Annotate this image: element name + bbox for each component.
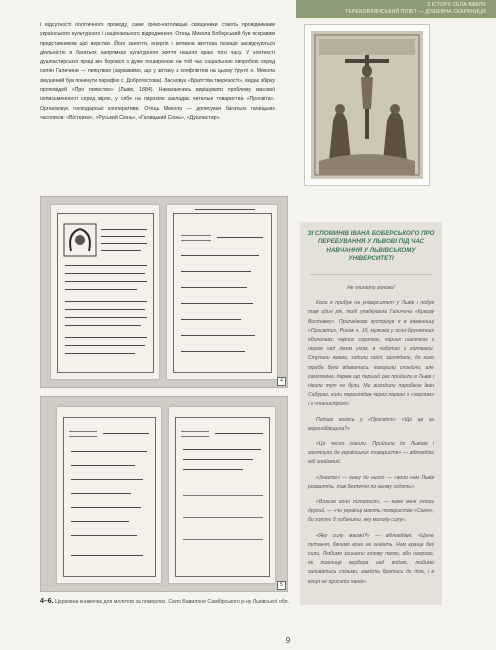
sidebar-paragraph: Питаю когось у «Просвіті»: «Що це за воронобівщина?» (308, 416, 434, 432)
sidebar-paragraph: «Знаєте» — кажу до нього — «вони нам Львів розвалять, так безпечно по ньому ходять». (308, 474, 434, 490)
icon-image (311, 31, 423, 179)
caption-text: Церковна книжечка для молитов за померлих. Село Вавилоне Самбірського р-ну Львівської обл. (55, 599, 289, 605)
sidebar-paragraph: «Це чесно соколи. Прийшли до Львова і заглянули до українських товариств» — відповідає мій знайомий. (308, 441, 434, 466)
sidebar-paragraph: «Яку силу маємо?» — відповідаю. «Ціхне питання, бачимо вони не знають. Нам краще без сили. Любимо згинати голову палко, або напрово, як пшениця вербера над водою, любимо заливатись слізьми, замість братись до діла, і в кінця не просити панів». (308, 532, 434, 585)
booklet-left-page (51, 205, 159, 379)
figure-badge-4: 4 (277, 377, 286, 386)
body-text: і відсутності політичного проводу, саме греко-католицькі священики стають провідниками українського культурного і національного відродження. Отець Микола Боберський був яскравим представником цієї верстви. Його заняття, енергія і активна життєва позиція засвідчуються діяльністю в багатьох напрямках культурного життя нашого краю того часу. У контексті душпастирської праці він боровся з дуже поширеною на той час соціальною хворобою серед селян Галичини — пияцтвом (зауважимо, що у зв'язку з конфліктом на цьому ґрунті о. Микола змушений був покинути парафію с. Доброгостова). Засновує «Братства тверезості», видає збірку проповідей «Про пиянство» (Львів, 1884). Намагаючись вирішувати проблему масової неписьменності серед вірян, у себе на парохіях закладає читальні товариства «Просвіта». Організовує господарські кооперативи. Отець Микола — дописувач багатьох галицьких часописів: «Вістника», «Руський Сіонь», «Галицький Сіонь», «Душпастир». (40, 22, 275, 121)
running-header (296, 2, 486, 16)
booklet-right-page-2 (169, 407, 275, 583)
sidebar-paragraph: Коли я прибув на університет у Львів і побув там один рік, тоді упадкувала Галичина «Краєву Виставку». Припадково зустрінув я в каменниці «Просвіти», Ринок ч. 10, мужиків у ясно-брунатних оболонках, чорних сорочках, чорних шапочках з пером над лівим ухом, в чоботах з колявами. Ступали жваво, ходили смілі, заглядали, до кого треба було вдаватись, говорили спокійно, але самопевно, дарма що перший раз прийшли в Львів і ніколи тут не були. Ми виходили паробком Іван Сабурко, коли переглядав через паркан з «перлом» і з «танистрою». (308, 300, 434, 408)
caption-number: 4–6. (40, 598, 54, 605)
running-header-band (296, 0, 496, 18)
sidebar-text (308, 284, 434, 593)
booklet-right-page (167, 205, 277, 379)
memoir-sidebar (300, 222, 442, 605)
sidebar-title: ЗІ СПОМИНІВ ІВАНА БОБЕРСЬКОГО ПРО ПЕРЕБУВАННЯ У ЛЬВОВІ ПІД ЧАС НАВЧАННЯ У ЛЬВІВСЬКОМУ УНІВЕРСИТЕТІ (307, 230, 435, 263)
booklet-photo-5 (40, 396, 288, 592)
sidebar-paragraph: «Власне вони питалися», — каже мені хтось другий, — «чи українці мають товариство «Сокіл», бо хотіли б побачити, яку молоду силу». (308, 499, 434, 524)
sidebar-paragraph: Не згинати голови! (347, 285, 395, 291)
crucifixion-icon (311, 31, 423, 179)
figure-badge-5: 5 (277, 581, 286, 590)
running-header-line2: ТЕРЕБОВЛЯНСЬКИЙ ПОВІТ — ДУШЕВНА СКАРБНИЦЯ (345, 9, 486, 15)
page-number: 9 (285, 636, 291, 645)
icon-photo (304, 24, 430, 186)
ornate-initial-icon (63, 223, 97, 257)
figure-caption (40, 598, 300, 607)
running-header-line1: З ІСТОРІЇ СЕЛА ВАВЛЯ (426, 2, 486, 8)
booklet-photo-4 (40, 196, 288, 388)
booklet-left-page-2 (57, 407, 161, 583)
